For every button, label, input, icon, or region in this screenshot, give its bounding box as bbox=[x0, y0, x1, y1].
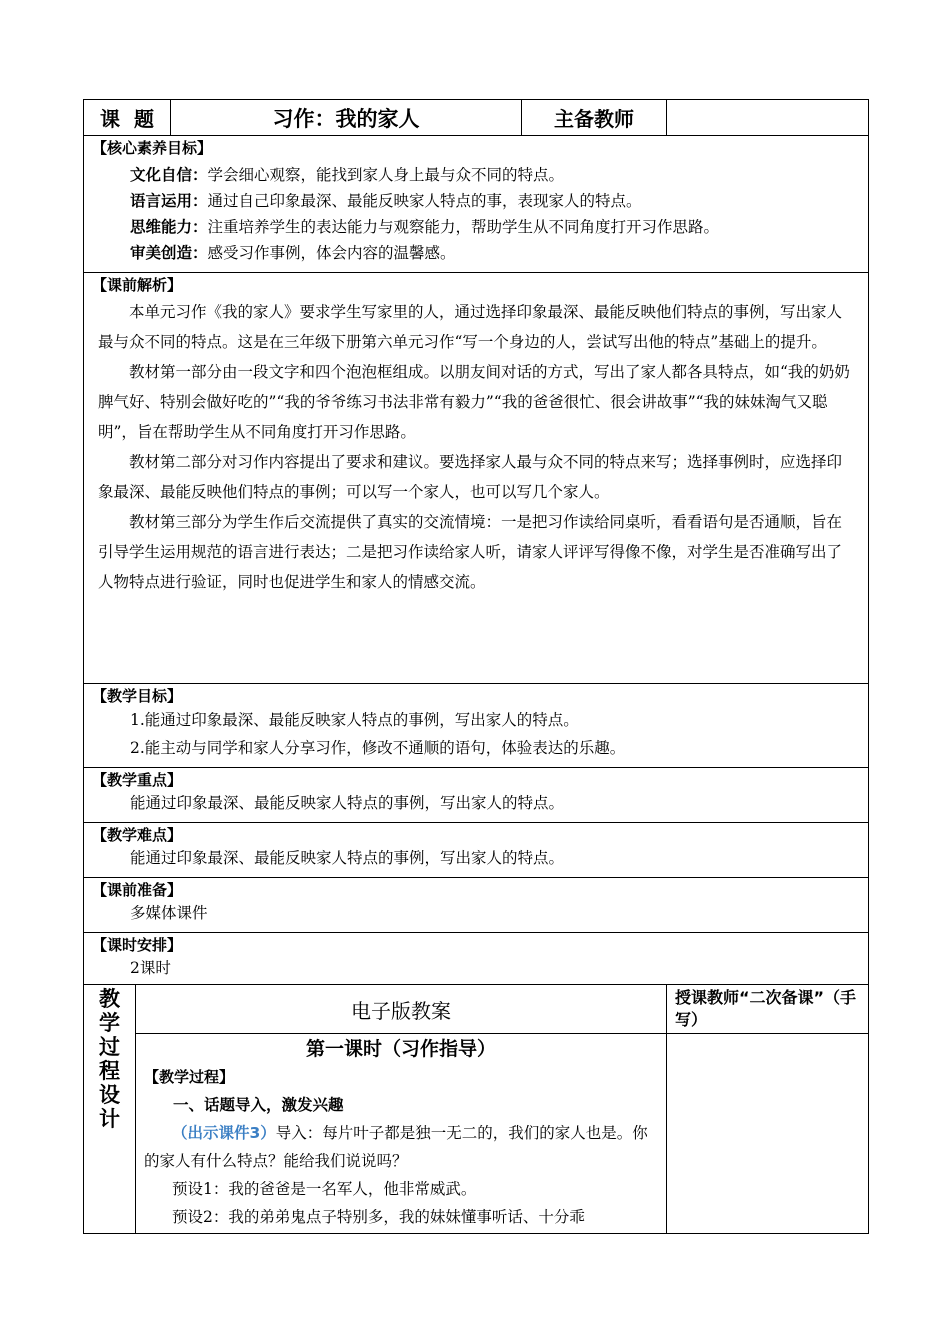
core-goals-row bbox=[84, 136, 869, 273]
process-side-cell bbox=[84, 985, 136, 1234]
courseware-link[interactable]: （出示课件3） bbox=[172, 1124, 276, 1142]
teaching-goal-2: 2.能主动与同学和家人分享习作，修改不通顺的语句，体验表达的乐趣。 bbox=[130, 739, 626, 757]
core-goal-text: 感受习作事例，体会内容的温馨感。 bbox=[207, 244, 456, 262]
process-body-row bbox=[84, 1034, 869, 1234]
header-row bbox=[84, 100, 869, 136]
teaching-goal-1: 1.能通过印象最深、最能反映家人特点的事例，写出家人的特点。 bbox=[130, 711, 579, 729]
process-column-title: 电子版教案 bbox=[136, 985, 667, 1034]
analysis-row bbox=[84, 273, 869, 684]
teaching-goals-title: 【教学目标】 bbox=[92, 687, 183, 705]
core-goal-key: 审美创造： bbox=[130, 244, 208, 262]
schedule-row bbox=[84, 933, 869, 985]
lesson-title: 第一课时（习作指导） bbox=[305, 1038, 496, 1060]
intro-paragraph bbox=[144, 1119, 658, 1175]
topic-label: 课 题 bbox=[84, 100, 171, 136]
step-title: 一、话题导入，激发兴趣 bbox=[173, 1096, 344, 1114]
preparation-title: 【课前准备】 bbox=[92, 881, 183, 899]
process-header-row bbox=[84, 985, 869, 1034]
lesson-plan-table bbox=[83, 99, 869, 1234]
core-goal-2 bbox=[130, 188, 868, 214]
process-content bbox=[136, 1034, 667, 1234]
core-goal-text: 注重培养学生的表达能力与观察能力，帮助学生从不同角度打开习作思路。 bbox=[207, 218, 720, 236]
notes-column-title: 授课教师“二次备课”（手写） bbox=[667, 985, 869, 1034]
schedule-title: 【课时安排】 bbox=[92, 936, 183, 954]
preparation-text: 多媒体课件 bbox=[130, 904, 208, 922]
process-section-title: 【教学过程】 bbox=[144, 1068, 235, 1086]
core-goal-text: 学会细心观察，能找到家人身上最与众不同的特点。 bbox=[207, 166, 565, 184]
core-goal-text: 通过自己印象最深、最能反映家人特点的事，表现家人的特点。 bbox=[207, 192, 642, 210]
intro-text: 导入：每片叶子都是独一无二的，我们的家人也是。你的家人有什么特点？能给我们说说吗？ bbox=[144, 1124, 648, 1170]
difficulties-title: 【教学难点】 bbox=[92, 826, 183, 844]
core-goals-title: 【核心素养目标】 bbox=[92, 139, 213, 157]
core-goal-key: 语言运用： bbox=[130, 192, 208, 210]
process-side-label: 教学过程设计 bbox=[99, 987, 120, 1131]
notes-cell[interactable] bbox=[667, 1034, 869, 1234]
core-goal-3 bbox=[130, 214, 868, 240]
preset-2: 预设2：我的弟弟鬼点子特别多，我的妹妹懂事听话、十分乖 bbox=[172, 1208, 585, 1226]
analysis-paragraph-3: 教材第二部分对习作内容提出了要求和建议。要选择家人最与众不同的特点来写；选择事例时，应选择印象最深、最能反映他们特点的事例；可以写一个家人，也可以写几个家人。 bbox=[98, 453, 843, 501]
lesson-plan-sheet bbox=[83, 99, 868, 1234]
analysis-paragraph-4: 教材第三部分为学生作后交流提供了真实的交流情境：一是把习作读给同桌听，看看语句是否通顺，旨在引导学生运用规范的语言进行表达；二是把习作读给家人听，请家人评评写得像不像，对学生是否准确写出了人物特点进行验证，同时也促进学生和家人的情感交流。 bbox=[98, 513, 843, 591]
core-goal-key: 思维能力： bbox=[130, 218, 208, 236]
teacher-value bbox=[667, 100, 869, 136]
preset-1: 预设1：我的爸爸是一名军人，他非常威武。 bbox=[172, 1180, 477, 1198]
preparation-row bbox=[84, 878, 869, 933]
analysis-paragraph-1: 本单元习作《我的家人》要求学生写家里的人，通过选择印象最深、最能反映他们特点的事例，写出家人最与众不同的特点。这是在三年级下册第六单元习作“写一个身边的人，尝试写出他的特点”基础上的提升。 bbox=[98, 303, 843, 351]
schedule-text: 2课时 bbox=[130, 959, 171, 977]
core-goal-1 bbox=[130, 162, 868, 188]
analysis-paragraph-2: 教材第一部分由一段文字和四个泡泡框组成。以朋友间对话的方式，写出了家人都各具特点，如“我的奶奶脾气好、特别会做好吃的”“我的爷爷练习书法非常有毅力”“我的爸爸很忙、很会讲故事”“我的妹妹淘气又聪明”，旨在帮助学生从不同角度打开习作思路。 bbox=[98, 363, 850, 441]
key-points-row bbox=[84, 768, 869, 823]
difficulties-row bbox=[84, 823, 869, 878]
key-points-title: 【教学重点】 bbox=[92, 771, 183, 789]
teaching-goals-row bbox=[84, 684, 869, 768]
difficulties-text: 能通过印象最深、最能反映家人特点的事例，写出家人的特点。 bbox=[130, 849, 565, 867]
topic-value: 习作：我的家人 bbox=[171, 100, 522, 136]
key-points-text: 能通过印象最深、最能反映家人特点的事例，写出家人的特点。 bbox=[130, 794, 565, 812]
core-goal-4 bbox=[130, 240, 868, 266]
teacher-label: 主备教师 bbox=[522, 100, 667, 136]
analysis-title: 【课前解析】 bbox=[92, 276, 183, 294]
core-goal-key: 文化自信： bbox=[130, 166, 208, 184]
